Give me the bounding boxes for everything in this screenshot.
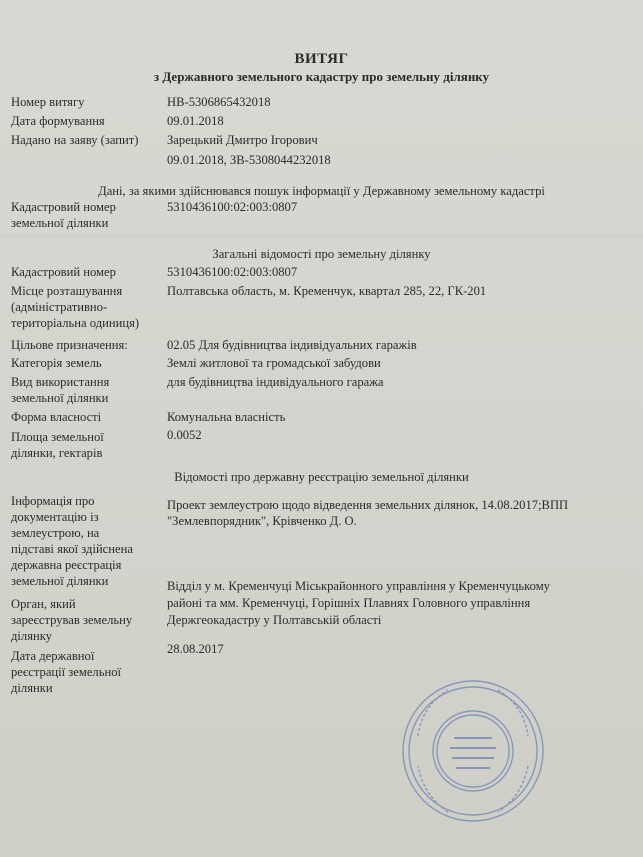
authority-label: Орган, який xyxy=(11,597,76,611)
registration-date-value: 28.08.2017 xyxy=(167,642,224,656)
extract-number-label: Номер витягу xyxy=(11,95,85,109)
usage-value: для будівництва індивідуального гаража xyxy=(167,375,384,389)
search-cadastral-label: Кадастровий номер xyxy=(11,200,116,214)
request-value: 09.01.2018, ЗВ-5308044232018 xyxy=(167,153,331,167)
general-cadastral-label: Кадастровий номер xyxy=(11,265,116,279)
document-subtitle: з Державного земельного кадастру про земельну ділянку xyxy=(153,69,490,84)
search-cadastral-label-2: земельної ділянки xyxy=(11,216,109,230)
authority-value-line-2: районі та мм. Кременчуці, Горішніх Плавнях Головного управління xyxy=(167,596,531,610)
extract-date-label: Дата формування xyxy=(11,114,105,128)
purpose-label: Цільове призначення: xyxy=(11,338,128,352)
category-label: Категорія земель xyxy=(11,356,102,370)
applicant-label: Надано на заяву (запит) xyxy=(11,133,139,147)
extract-number-value: НВ-5306865432018 xyxy=(167,95,271,109)
registration-date-label-2: реєстрації земельної xyxy=(11,665,121,679)
authority-value-line-3: Держгеокадастру у Полтавській області xyxy=(167,613,382,627)
doc-label-5: державна реєстрація xyxy=(11,558,122,572)
area-value: 0.0052 xyxy=(167,428,202,442)
general-section-title: Загальні відомості про земельну ділянку xyxy=(212,247,431,261)
area-label-2: ділянки, гектарів xyxy=(11,446,103,460)
ownership-value: Комунальна власність xyxy=(167,410,286,424)
applicant-value: Зарецький Дмитро Ігорович xyxy=(167,133,318,147)
category-value: Землі житлової та громадської забудови xyxy=(167,356,381,370)
usage-label: Вид використання xyxy=(11,375,110,389)
authority-label-2: зареєстрував земельну xyxy=(11,613,133,627)
area-label: Площа земельної xyxy=(11,430,104,444)
doc-value-line-2: "Землевпорядник", Крівченко Д. О. xyxy=(167,514,357,528)
purpose-value: 02.05 Для будівництва індивідуальних гаражів xyxy=(167,338,417,352)
registration-date-label-3: ділянки xyxy=(11,681,53,695)
general-cadastral-value: 5310436100:02:003:0807 xyxy=(167,265,298,279)
registration-date-label: Дата державної xyxy=(11,649,95,663)
location-label-3: територіальна одиниця) xyxy=(11,316,140,330)
ownership-label: Форма власності xyxy=(11,410,102,424)
doc-label-2: документацію із xyxy=(11,510,99,524)
authority-label-3: ділянку xyxy=(11,629,52,643)
doc-label-4: підставі якої здійснена xyxy=(11,542,133,556)
registration-section-title: Відомості про державну реєстрацію земельної ділянки xyxy=(174,470,469,484)
location-label-2: (адміністративно- xyxy=(11,300,108,314)
location-label: Місце розташування xyxy=(11,284,123,298)
doc-label-6: земельної ділянки xyxy=(11,574,109,588)
document-title: ВИТЯГ xyxy=(294,51,349,67)
doc-label-3: землеустрою, на xyxy=(11,526,100,540)
extract-date-value: 09.01.2018 xyxy=(167,114,224,128)
paper-fold xyxy=(0,236,643,237)
usage-label-2: земельної ділянки xyxy=(11,391,109,405)
doc-label: Інформація про xyxy=(11,494,95,508)
authority-value-line-1: Відділ у м. Кременчуці Міськрайонного управління у Кременчуцькому xyxy=(167,579,550,593)
search-section-title: Дані, за якими здійснювався пошук інформації у Державному земельному кадастрі xyxy=(98,184,545,198)
location-value: Полтавська область, м. Кременчук, квартал 285, 22, ГК-201 xyxy=(167,284,487,298)
doc-value-line-1: Проект землеустрою щодо відведення земельних ділянок, 14.08.2017;ВПП xyxy=(167,498,569,512)
search-cadastral-value: 5310436100:02:003:0807 xyxy=(167,200,298,214)
official-seal-icon xyxy=(398,676,548,826)
